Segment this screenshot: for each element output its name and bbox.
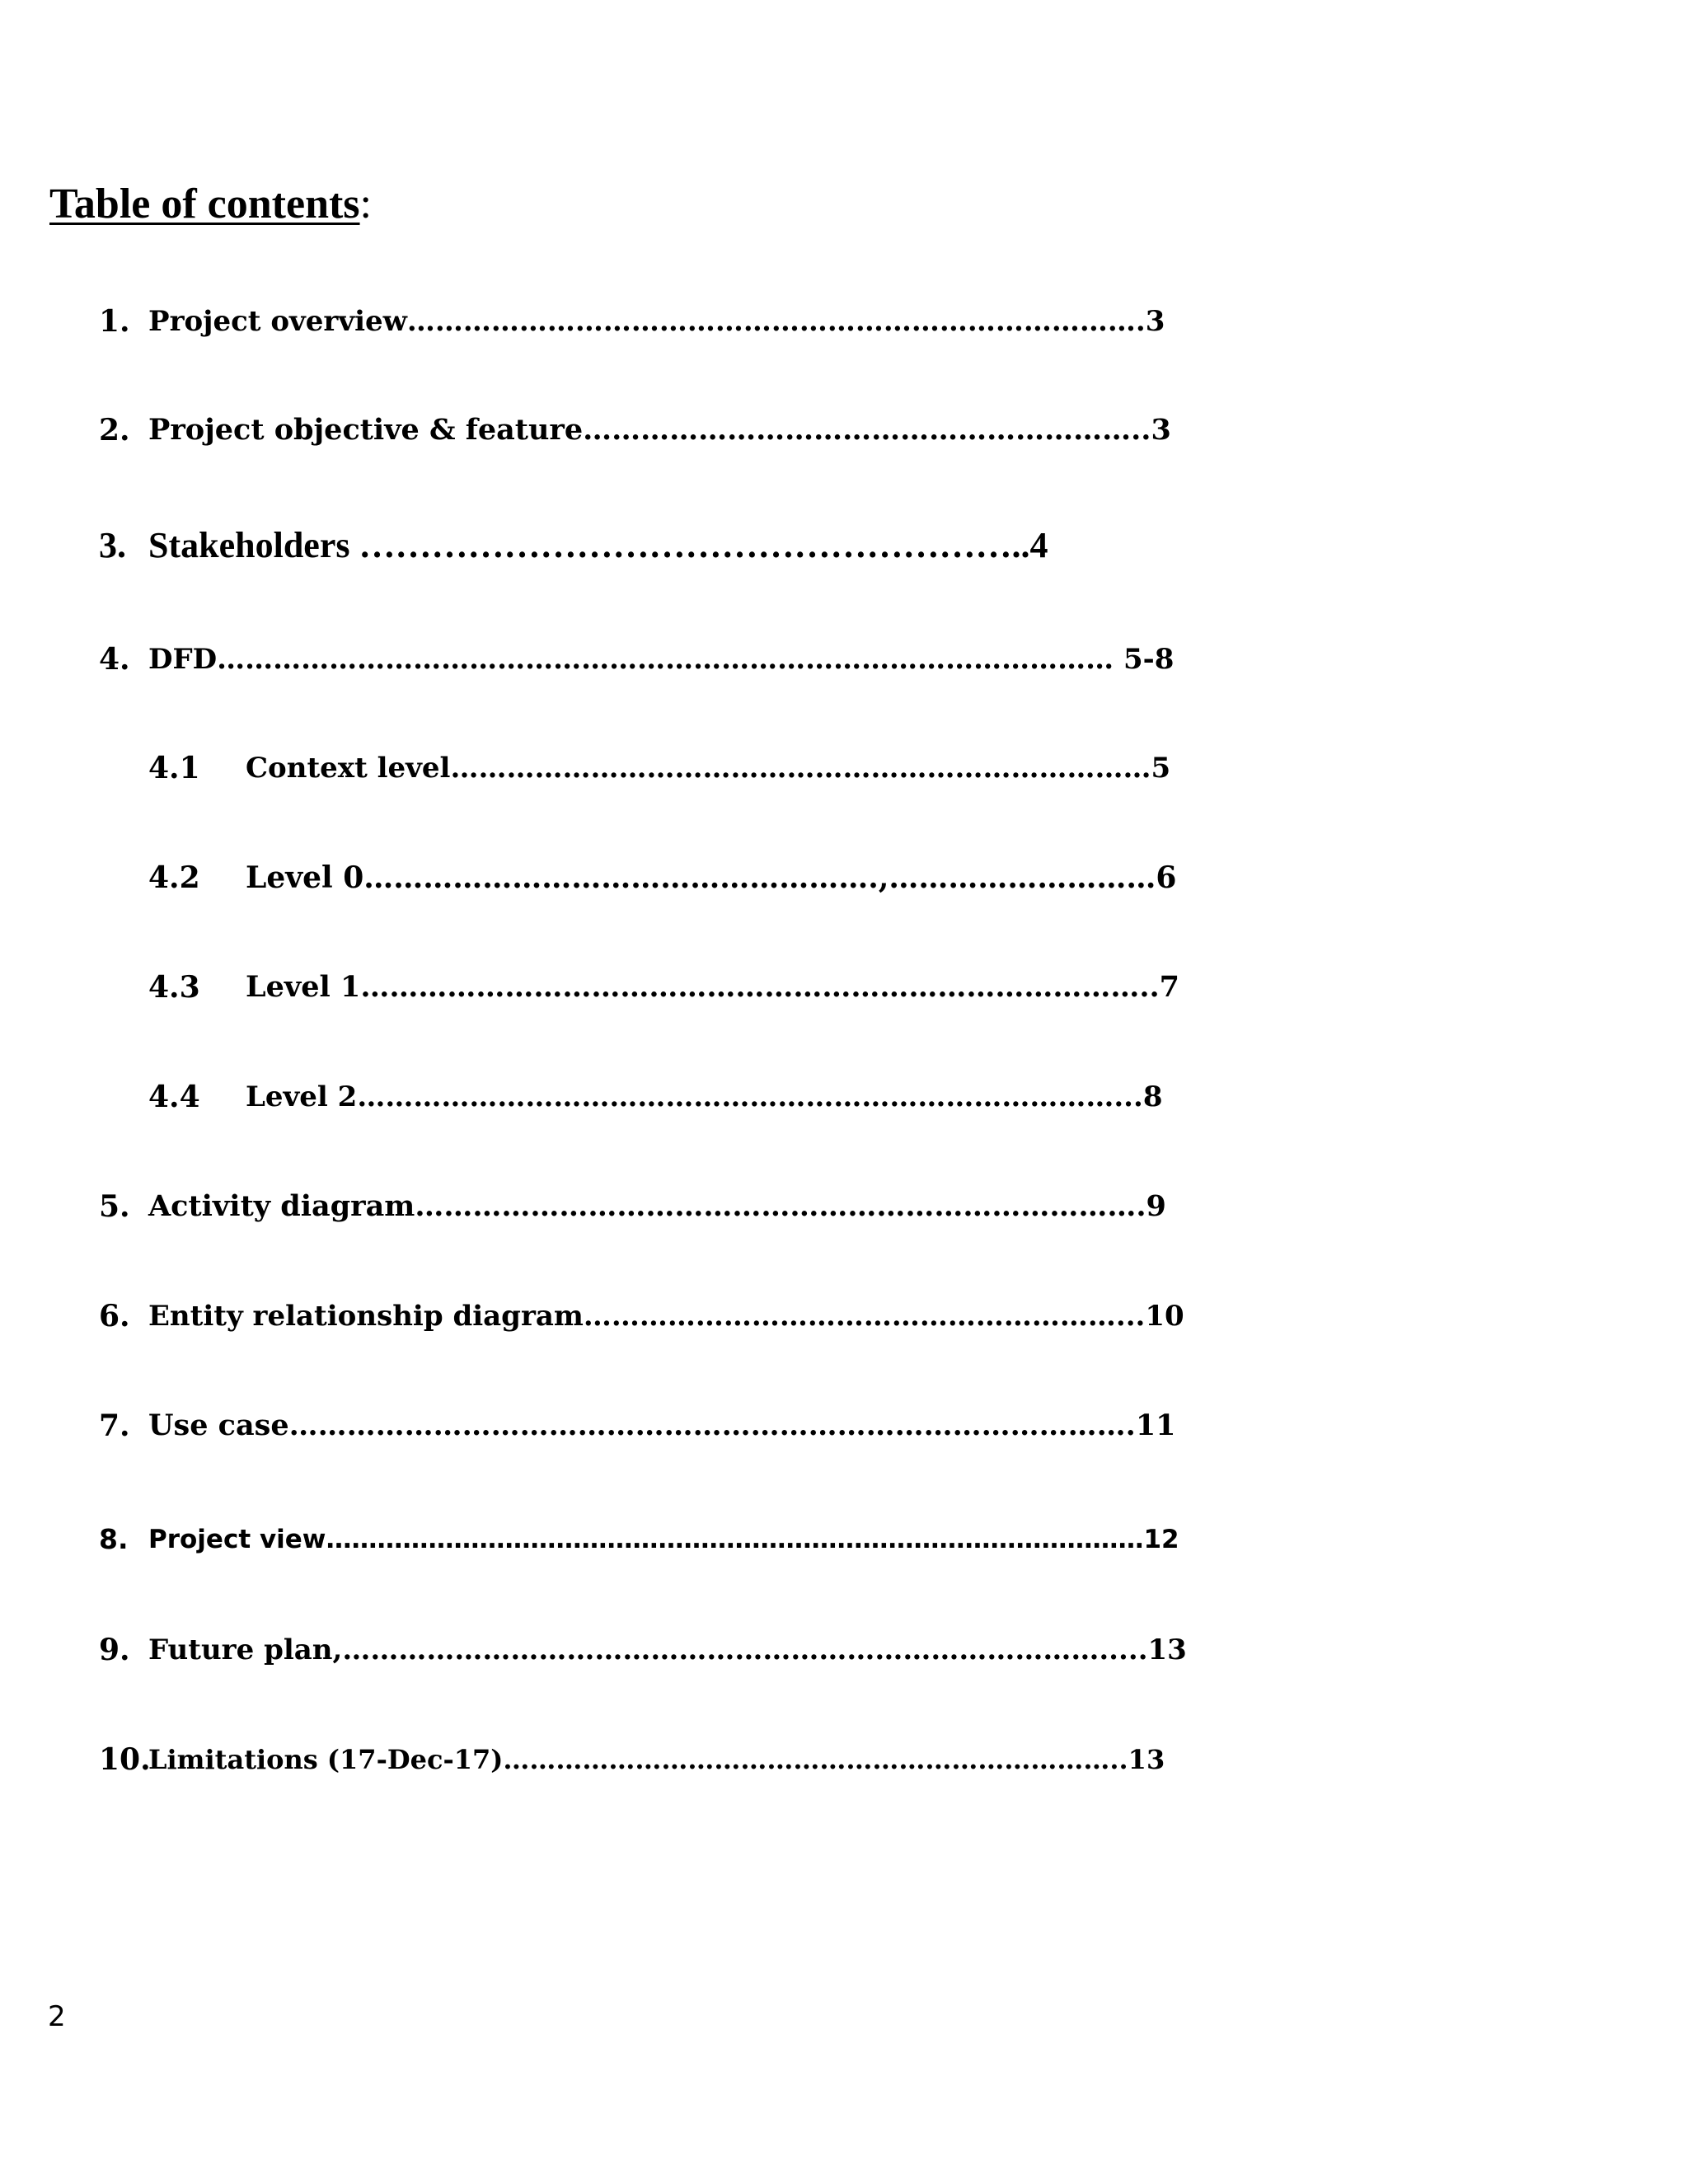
toc-entry-number: 4.1 <box>148 751 200 785</box>
toc-entry-number: 8. <box>99 1523 129 1555</box>
toc-entry-number: 4.3 <box>148 970 200 1005</box>
toc-entry-label: Level 2………………………………………………………………………...8 <box>246 1080 1163 1113</box>
toc-entry-label: Limitations (17-Dec-17)……………………………………………………………..13 <box>148 1744 1165 1775</box>
toc-entry-label: Future plan,……………………………………………………………………….....13 <box>148 1633 1187 1666</box>
toc-entry-label: Project objective & feature…………………………………………………..3 <box>148 413 1171 447</box>
toc-entry-label: Level 0…………………………………………….,………………………6 <box>246 860 1177 895</box>
toc-entry-label: Project view……………………………………………………………………………………12 <box>148 1525 1179 1554</box>
page-number: 2 <box>48 2000 66 2033</box>
title-colon: : <box>359 180 372 227</box>
toc-entry-number: 7. <box>99 1408 130 1443</box>
title-text: Table of contents <box>49 180 360 227</box>
toc-entry-number: 9. <box>99 1633 130 1667</box>
toc-entry-number: 1. <box>99 304 130 339</box>
toc-entry-number: 4.4 <box>148 1080 200 1114</box>
toc-entry-number: 10. <box>99 1742 151 1777</box>
toc-entry-label: Entity relationship diagram…………………………………………………...10 <box>148 1300 1184 1333</box>
toc-entry-label: Project overview…………………………………………………………………….3 <box>148 305 1165 338</box>
toc-entry-label: DFD…………………………………………………………………………………… 5-8 <box>148 643 1175 676</box>
toc-entry-label: Context level…………………………………………………………………5 <box>246 752 1171 785</box>
toc-entry-number: 4. <box>99 642 130 677</box>
toc-entry-label: Activity diagram………………………………………………………………….9 <box>148 1189 1166 1223</box>
toc-entry-number: 6. <box>99 1299 130 1333</box>
toc-entry-label: Stakeholders ………………………………………………..4 <box>148 525 1048 565</box>
toc-entry-number: 3. <box>99 525 126 565</box>
toc-entry-number: 4.2 <box>148 860 200 895</box>
toc-entry-label: Level 1………………………………………………………………………..7 <box>246 970 1180 1004</box>
page-title <box>49 178 372 231</box>
toc-entry-number: 2. <box>99 413 130 448</box>
toc-entry-label: Use case…………………………………………………………………………….11 <box>148 1408 1176 1442</box>
toc-entry-number: 5. <box>99 1189 130 1224</box>
